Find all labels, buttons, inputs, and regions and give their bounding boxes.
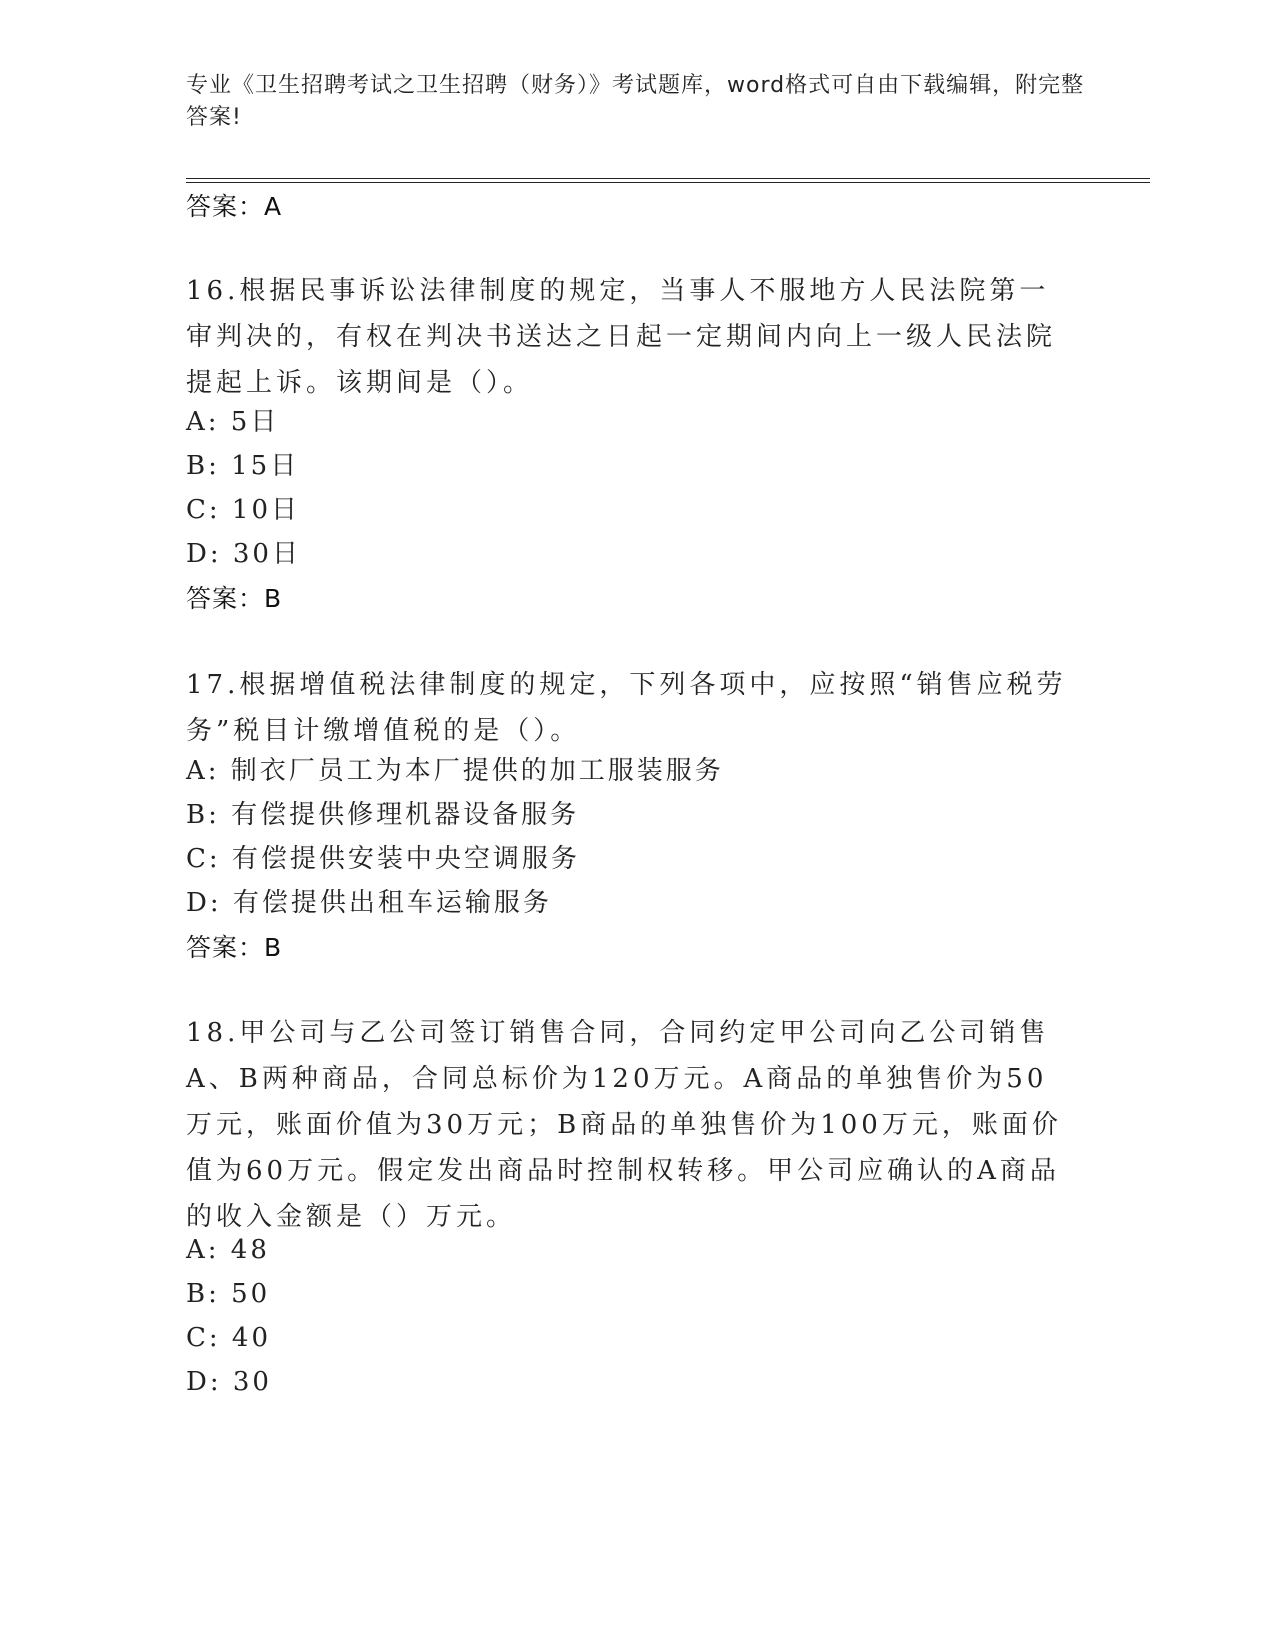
- question-16-option-c: C: 10日: [186, 495, 301, 525]
- question-17-option-b: B: 有偿提供修理机器设备服务: [186, 800, 580, 830]
- question-18-option-d: D: 30: [186, 1367, 272, 1397]
- question-16-option-b: B: 15日: [186, 451, 300, 481]
- question-17-option-c: C: 有偿提供安装中央空调服务: [186, 844, 580, 874]
- header-rule-top: [186, 178, 1150, 179]
- question-16-answer: 答案：B: [186, 584, 283, 613]
- question-18-stem: 18.甲公司与乙公司签订销售合同，合同约定甲公司向乙公司销售A、B两种商品，合同总标价为120万元。A商品的单独售价为50万元，账面价值为30万元；B商品的单独售价为100万元，账面价值为60万元。假定发出商品时控制权转移。甲公司应确认的A商品的收入金额是（）万元。: [186, 1018, 1062, 1232]
- question-17-answer: 答案：B: [186, 933, 283, 962]
- header-rule-bottom: [186, 182, 1150, 183]
- page-header: 专业《卫生招聘考试之卫生招聘（财务）》考试题库，word格式可自由下载编辑，附完整答案!: [186, 73, 1085, 130]
- question-17-stem: 17.根据增值税法律制度的规定，下列各项中，应按照“销售应税劳务”税目计缴增值税的是（）。: [186, 670, 1067, 746]
- question-16-option-d: D: 30日: [186, 539, 301, 569]
- question-18-option-b: B: 50: [186, 1279, 271, 1309]
- answer-prev: 答案：A: [186, 192, 283, 221]
- question-17-option-a: A: 制衣厂员工为本厂提供的加工服装服务: [186, 756, 724, 786]
- question-17-option-d: D: 有偿提供出租车运输服务: [186, 888, 552, 918]
- question-18-option-c: C: 40: [186, 1323, 272, 1353]
- question-16-stem: 16.根据民事诉讼法律制度的规定，当事人不服地方人民法院第一审判决的，有权在判决书送达之日起一定期间内向上一级人民法院提起上诉。该期间是（）。: [186, 276, 1057, 398]
- question-16-option-a: A: 5日: [186, 407, 280, 437]
- question-18-option-a: A: 48: [186, 1235, 270, 1265]
